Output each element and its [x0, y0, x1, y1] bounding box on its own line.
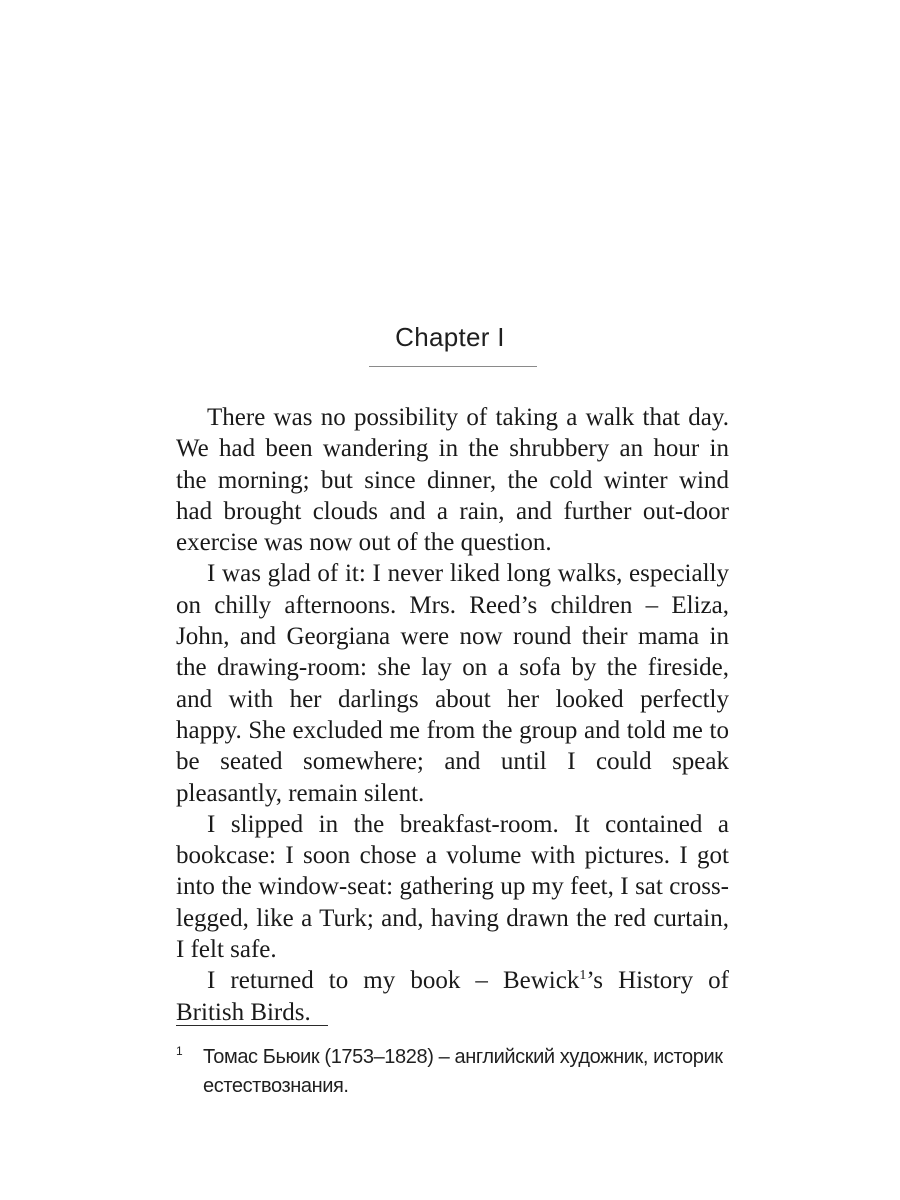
footnote-reference[interactable]: 1	[579, 968, 587, 984]
paragraph-4-text-before: I returned to my book – Bewick	[207, 967, 580, 995]
footnote-text: Томас Бьюик (1753–1828) – английский художник, историк естествознания.	[203, 1046, 723, 1097]
footnote	[176, 1043, 732, 1101]
paragraph-4-text-after: ’s History of British Birds.	[176, 967, 729, 1026]
footnote-number: 1	[176, 1044, 183, 1058]
chapter-body	[176, 402, 729, 1028]
paragraph-2: I was glad of it: I never liked long walks, especially on chilly afternoons. Mrs. Reed’s children – Eliza, John, and Georgiana were now round their mama in the drawing-room: she lay on a sofa by the fireside, and with her darlings about her looked perfectly happy. She excluded me from the group and told me to be seated somewhere; and until I could speak pleasantly, remain silent.	[176, 560, 729, 807]
paragraph-1: There was no possibility of taking a walk that day. We had been wandering in the shrubbery an hour in the morning; but since dinner, the cold winter wind had brought clouds and a rain, and further out-door exercise was now out of the question.	[176, 404, 729, 557]
paragraph-4	[176, 965, 729, 1028]
title-underline	[369, 366, 537, 367]
chapter-title: Chapter I	[395, 322, 505, 352]
paragraph-3: I slipped in the breakfast-room. It contained a bookcase: I soon chose a volume with pictures. I got into the window-seat: gathering up my feet, I sat cross-legged, like a Turk; and, having drawn the red curtain, I felt safe.	[176, 810, 729, 964]
footnote-separator	[176, 1025, 328, 1026]
